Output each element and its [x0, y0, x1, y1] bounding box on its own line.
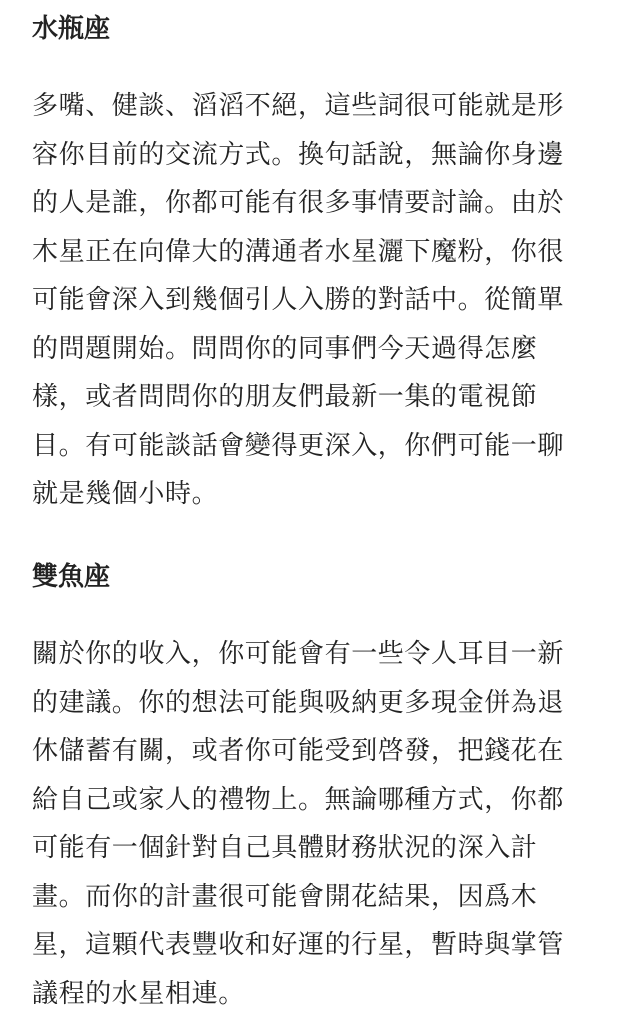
text-line: 關於你的收入，你可能會有一些令人耳目一新 — [32, 639, 565, 669]
paragraph-aquarius — [32, 82, 602, 519]
text-line: 多嘴、健談、滔滔不絕，這些詞很可能就是形 — [32, 91, 565, 121]
text-line: 休儲蓄有關，或者你可能受到啓發，把錢花在 — [32, 736, 565, 766]
text-line: 目。有可能談話會變得更深入，你們可能一聊 — [32, 430, 565, 461]
section-heading-aquarius: 水瓶座 — [32, 14, 111, 44]
text-line: 的問題開始。問問你的同事們今天過得怎麼 — [32, 333, 538, 364]
text-line: 議程的水星相連。 — [32, 978, 245, 1009]
text-line: 樣，或者問問你的朋友們最新一集的電視節 — [32, 382, 538, 412]
text-line: 可能有一個針對自己具體財務狀況的深入計 — [32, 833, 538, 863]
text-line: 木星正在向偉大的溝通者水星灑下魔粉，你很 — [32, 236, 565, 267]
text-line: 容你目前的交流方式。換句話說，無論你身邊 — [32, 139, 565, 170]
text-line: 可能會深入到幾個引人入勝的對話中。從簡單 — [32, 285, 565, 315]
text-line: 就是幾個小時。 — [32, 479, 219, 509]
text-line: 星，這顆代表豐收和好運的行星，暫時與掌管 — [32, 930, 565, 960]
text-line: 畫。而你的計畫很可能會開花結果，因爲木 — [32, 881, 538, 912]
text-line: 給自己或家人的禮物上。無論哪種方式，你都 — [32, 784, 565, 815]
section-heading-pisces: 雙魚座 — [32, 562, 111, 592]
text-line: 的人是誰，你都可能有很多事情要討論。由於 — [32, 188, 565, 218]
paragraph-pisces — [32, 630, 602, 1018]
text-line: 的建議。你的想法可能與吸納更多現金併為退 — [32, 687, 565, 718]
